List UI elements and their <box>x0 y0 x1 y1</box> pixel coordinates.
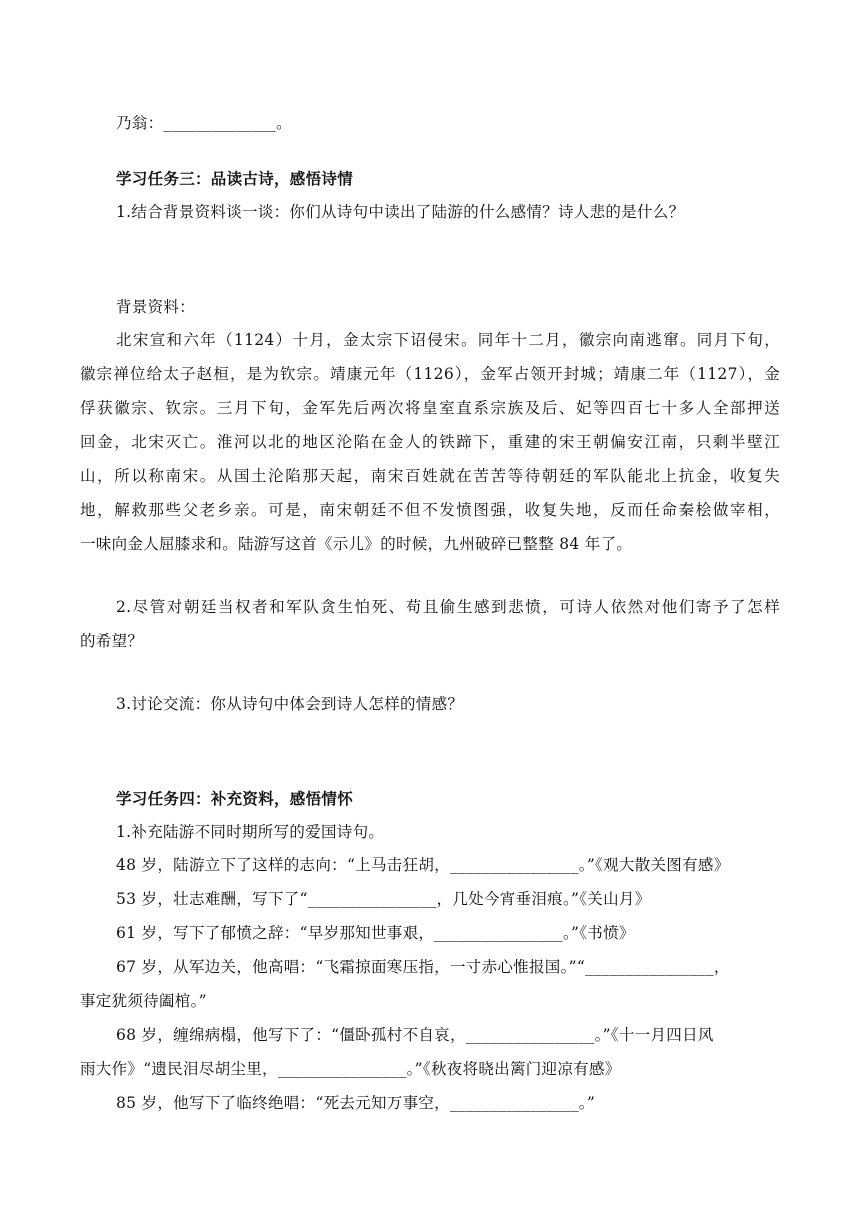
poem-line-61: 61 岁，写下了郁愤之辞：“早岁那知世事艰，________________。”《书愤》 <box>116 924 635 942</box>
poem-line-85: 85 岁，他写下了临终绝唱：“死去元知万事空，________________。” <box>116 1094 596 1112</box>
background-paragraph-line: 徽宗禅位给太子赵桓，是为钦宗。靖康元年（1126），金军占领开封城；靖康二年（1127），金 <box>80 365 780 383</box>
poem-line-67-continued: 事定犹须待阖棺。” <box>80 992 207 1010</box>
poem-line-68: 68 岁，缠绵病榻，他写下了：“僵卧孤村不自哀，________________。”《十一月四日风 <box>116 1026 714 1044</box>
poem-line-67: 67 岁，从军边关，他高唱：“飞霜掠面寒压指，一寸赤心惟报国。”“________________， <box>116 958 730 976</box>
background-title: 背景资料： <box>116 298 196 316</box>
task-four-heading: 学习任务四：补充资料，感悟情怀 <box>116 789 354 808</box>
task-three-heading: 学习任务三：品读古诗，感悟诗情 <box>116 169 354 188</box>
background-paragraph-line: 回金，北宋灭亡。淮河以北的地区沦陷在金人的铁蹄下，重建的宋王朝偏安江南，只剩半壁江 <box>80 433 780 451</box>
background-paragraph-line: 山，所以称南宋。从国土沦陷那天起，南宋百姓就在苦苦等待朝廷的军队能北上抗金，收复失 <box>80 467 780 485</box>
background-paragraph-line: 北宋宣和六年（1124）十月，金太宗下诏侵宋。同年十二月，徽宗向南逃窜。同月下旬， <box>116 331 780 349</box>
poem-line-68-continued: 雨大作》“遗民泪尽胡尘里，________________。”《秋夜将晓出篱门迎凉有感》 <box>80 1060 621 1078</box>
answer-line: 乃翁：______________。 <box>116 114 292 132</box>
background-paragraph-line: 俘获徽宗、钦宗。三月下旬，金军先后两次将皇室直系宗族及后、妃等四百七十多人全部押送 <box>80 399 780 417</box>
supplement-intro: 1.补充陆游不同时期所写的爱国诗句。 <box>116 823 385 841</box>
poem-line-48: 48 岁，陆游立下了这样的志向：“上马击狂胡，________________。”《观大散关图有感》 <box>116 856 730 874</box>
question-3: 3.讨论交流：你从诗句中体会到诗人怎样的情感？ <box>116 695 464 713</box>
poem-line-53: 53 岁，壮志难酬，写下了“________________，几处今宵垂泪痕。”《关山月》 <box>116 890 651 908</box>
background-paragraph-line: 地，解救那些父老乡亲。可是，南宋朝廷不但不发愤图强，收复失地，反而任命秦桧做宰相， <box>80 501 780 519</box>
question-2: 2.尽管对朝廷当权者和军队贪生怕死、苟且偷生感到悲愤，可诗人依然对他们寄予了怎样 <box>116 598 780 616</box>
question-2-continued: 的希望？ <box>80 632 144 650</box>
background-paragraph-line: 一味向金人屈膝求和。陆游写这首《示儿》的时候，九州破碎已整整 84 年了。 <box>80 535 633 553</box>
question-1: 1.结合背景资料谈一谈：你们从诗句中读出了陆游的什么感情？诗人悲的是什么？ <box>116 203 685 221</box>
